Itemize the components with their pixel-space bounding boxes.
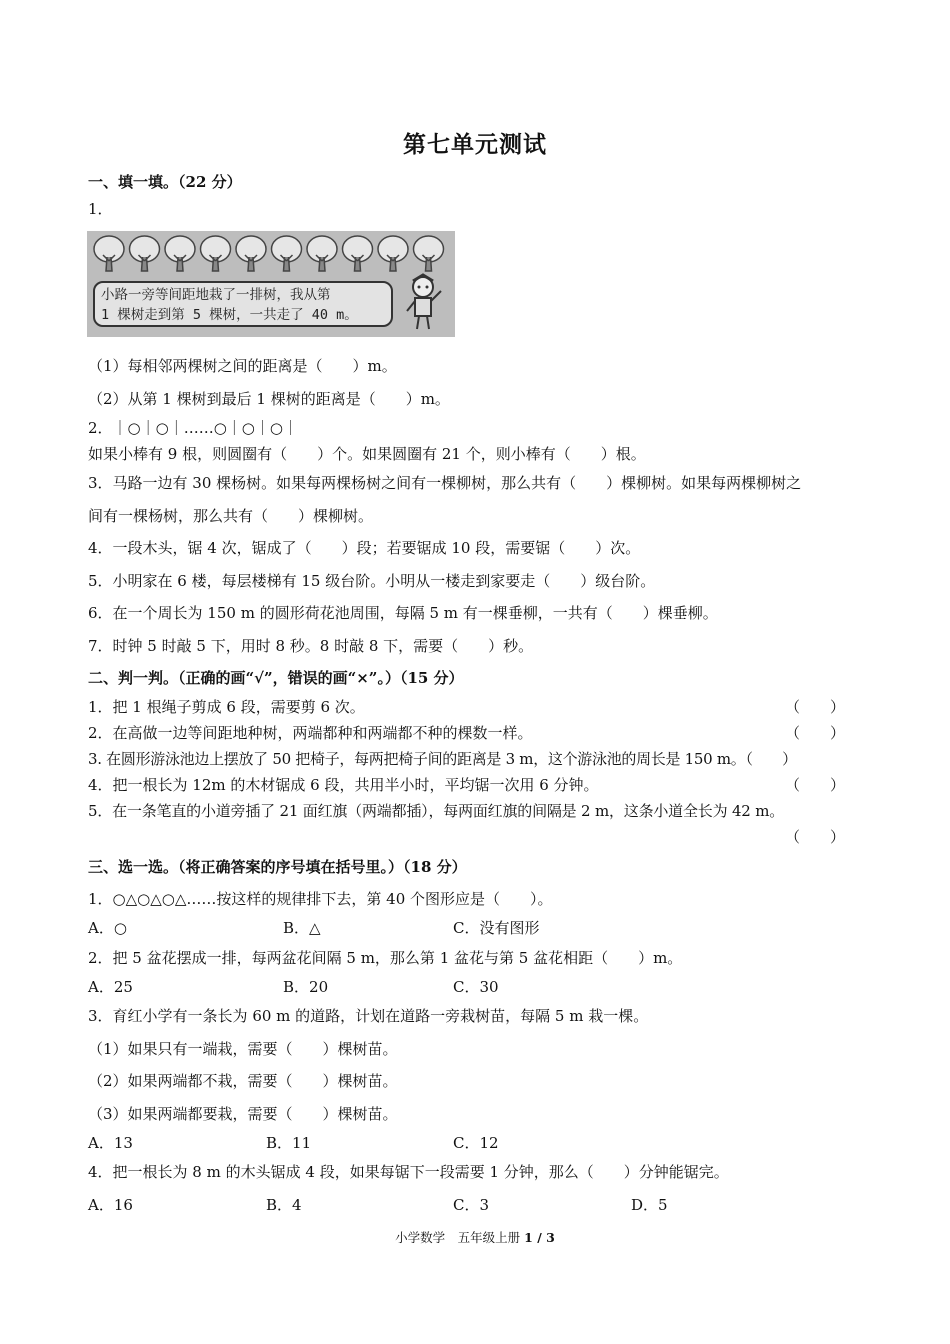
tree-icon (165, 236, 195, 271)
bubble-line-1: 小路一旁等间距地栽了一排树，我从第 (101, 287, 331, 303)
tree-icon (272, 236, 302, 271)
judge-2: 2．在高做一边等间距地种树，两端都种和两端都不种的棵数一样。 (88, 724, 533, 742)
tree-row-illustration (87, 231, 455, 337)
tree-icon (130, 236, 160, 271)
judge-4-answer-paren[interactable]: （ ） (784, 776, 845, 794)
boy-icon (401, 273, 451, 333)
page-footer (0, 1228, 950, 1246)
choice-4: 4．把一根长为 8 m 的木头锯成 4 段，如果每锯下一段需要 1 分钟，那么（ ）分钟能锯完。 (88, 1163, 729, 1181)
choice-3-option-b[interactable]: B．11 (266, 1134, 312, 1152)
choice-4-option-c[interactable]: C．3 (453, 1196, 490, 1214)
section-3-heading: 三、选一选。（将正确答案的序号填在括号里。）（18 分） (88, 858, 467, 876)
choice-3-option-c[interactable]: C．12 (453, 1134, 499, 1152)
question-1-b: （2）从第 1 棵树到最后 1 棵树的距离是（ ）m。 (88, 390, 450, 408)
question-3-line-2: 间有一棵杨树，那么共有（ ）棵柳树。 (88, 507, 374, 525)
choice-1-option-b[interactable]: B．△ (283, 919, 321, 937)
question-7: 7．时钟 5 时敲 5 下，用时 8 秒。8 时敲 8 下，需要（ ）秒。 (88, 637, 534, 655)
question-4: 4．一段木头，锯 4 次，锯成了（ ）段；若要锯成 10 段，需要锯（ ）次。 (88, 539, 641, 557)
tree-icon (307, 236, 337, 271)
choice-2-option-c[interactable]: C．30 (453, 978, 499, 996)
choice-3: 3．育红小学有一条长为 60 m 的道路，计划在道路一旁栽树苗，每隔 5 m 栽一棵。 (88, 1007, 649, 1025)
tree-icon (343, 236, 373, 271)
question-2-text: 如果小棒有 9 根，则圆圈有（ ）个。如果圆圈有 21 个，则小棒有（ ）根。 (88, 445, 646, 463)
question-2-sequence: 2．｜○｜○｜……○｜○｜○｜ (88, 419, 298, 437)
choice-4-option-b[interactable]: B．4 (266, 1196, 302, 1214)
choice-2-option-b[interactable]: B．20 (283, 978, 329, 996)
question-1-a: （1）每相邻两棵树之间的距离是（ ）m。 (88, 357, 397, 375)
question-1-number: 1． (88, 200, 113, 218)
question-5: 5．小明家在 6 楼，每层楼梯有 15 级台阶。小明从一楼走到家要走（ ）级台阶。 (88, 572, 656, 590)
tree-icon (94, 236, 124, 271)
choice-1: 1．○△○△○△……按这样的规律排下去，第 40 个图形应是（ ）。 (88, 890, 553, 908)
choice-4-option-a[interactable]: A．16 (88, 1196, 133, 1214)
choice-4-option-d[interactable]: D．5 (631, 1196, 668, 1214)
bubble-line-2: 1 棵树走到第 5 棵树，一共走了 40 m。 (101, 307, 358, 323)
choice-1-option-c[interactable]: C．没有图形 (453, 919, 540, 937)
judge-5: 5．在一条笔直的小道旁插了 21 面红旗（两端都插），每两面红旗的间隔是 2 m，这条小道全长为 42 m。 (88, 802, 785, 820)
choice-2-option-a[interactable]: A．25 (88, 978, 133, 996)
choice-3-option-a[interactable]: A．13 (88, 1134, 133, 1152)
choice-3-a: （1）如果只有一端栽，需要（ ）棵树苗。 (88, 1040, 398, 1058)
choice-2: 2．把 5 盆花摆成一排，每两盆花间隔 5 m，那么第 1 盆花与第 5 盆花相距（ ）m。 (88, 949, 683, 967)
judge-2-answer-paren[interactable]: （ ） (784, 724, 845, 742)
judge-4: 4．把一根长为 12m 的木材锯成 6 段，共用半小时，平均锯一次用 6 分钟。 (88, 776, 599, 794)
tree-icon (201, 236, 231, 271)
judge-1-answer-paren[interactable]: （ ） (784, 698, 845, 716)
footer-page-number: 1 / 3 (524, 1230, 555, 1245)
choice-3-c: （3）如果两端都要栽，需要（ ）棵树苗。 (88, 1105, 398, 1123)
section-1-heading: 一、填一填。（22 分） (88, 173, 242, 191)
tree-icon (378, 236, 408, 271)
tree-icon (236, 236, 266, 271)
question-6: 6．在一个周长为 150 m 的圆形荷花池周围，每隔 5 m 有一棵垂柳，一共有（ ）棵垂柳。 (88, 604, 718, 622)
judge-5-answer-paren[interactable]: （ ） (784, 828, 845, 846)
footer-text: 小学数学 五年级上册 (395, 1230, 525, 1245)
choice-3-b: （2）如果两端都不栽，需要（ ）棵树苗。 (88, 1072, 398, 1090)
tree-icon (414, 236, 444, 271)
speech-bubble (93, 281, 393, 327)
page-title: 第七单元测试 (403, 131, 547, 158)
question-3-line-1: 3．马路一边有 30 棵杨树。如果每两棵杨树之间有一棵柳树，那么共有（ ）棵柳树。如果每两棵柳树之 (88, 474, 802, 492)
judge-1: 1．把 1 根绳子剪成 6 段，需要剪 6 次。 (88, 698, 365, 716)
choice-1-option-a[interactable]: A．○ (88, 919, 127, 937)
judge-3: 3. 在圆形游泳池边上摆放了 50 把椅子，每两把椅子间的距离是 3 m，这个游泳池的周长是 150 m。（ ） (88, 750, 797, 768)
section-2-heading: 二、判一判。（正确的画“√”，错误的画“×”。）（15 分） (88, 669, 464, 687)
